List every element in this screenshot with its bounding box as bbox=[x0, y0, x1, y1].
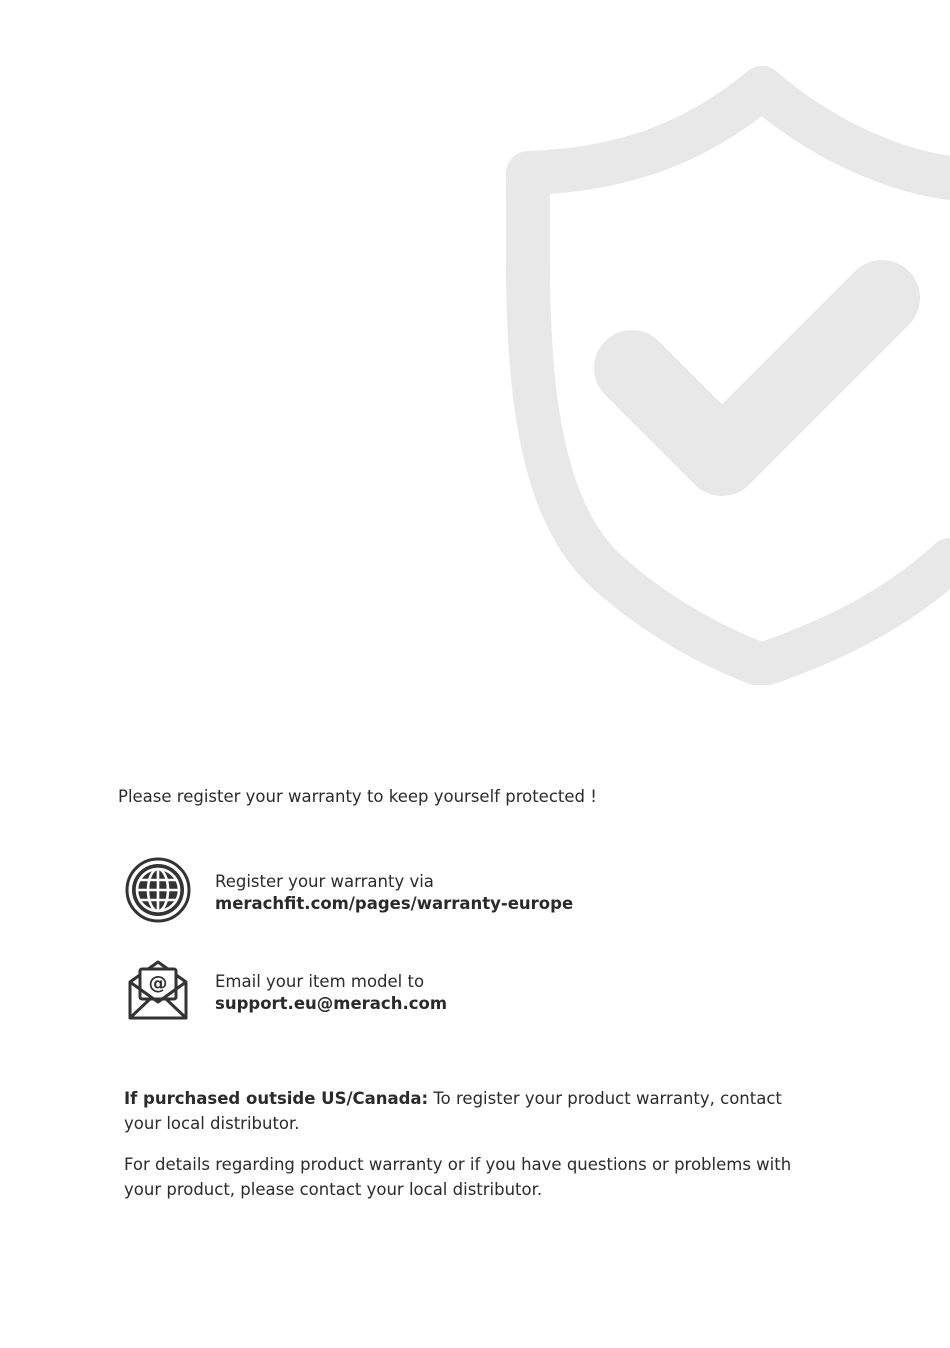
warranty-link[interactable]: merachfit.com/pages/warranty-europe bbox=[215, 894, 574, 913]
globe-icon bbox=[124, 856, 192, 924]
svg-text:@: @ bbox=[148, 972, 168, 994]
register-warranty-row bbox=[124, 856, 824, 926]
details-note: For details regarding product warranty or if you have questions or problems with your product, please contact your local distributor. bbox=[124, 1155, 792, 1199]
envelope-at-icon bbox=[124, 956, 192, 1024]
outside-us-label: If purchased outside US/Canada: bbox=[124, 1089, 429, 1108]
email-support-row bbox=[124, 956, 824, 1026]
email-label: Email your item model to bbox=[215, 972, 425, 991]
shield-check-icon bbox=[500, 60, 950, 685]
support-email-link[interactable]: support.eu@merach.com bbox=[215, 994, 448, 1013]
outside-us-note bbox=[124, 1086, 804, 1136]
outside-us-text: To register your product warranty, contact your local distributor. bbox=[124, 1089, 782, 1133]
intro-text: Please register your warranty to keep yourself protected ! bbox=[118, 787, 597, 806]
register-label: Register your warranty via bbox=[215, 872, 434, 891]
